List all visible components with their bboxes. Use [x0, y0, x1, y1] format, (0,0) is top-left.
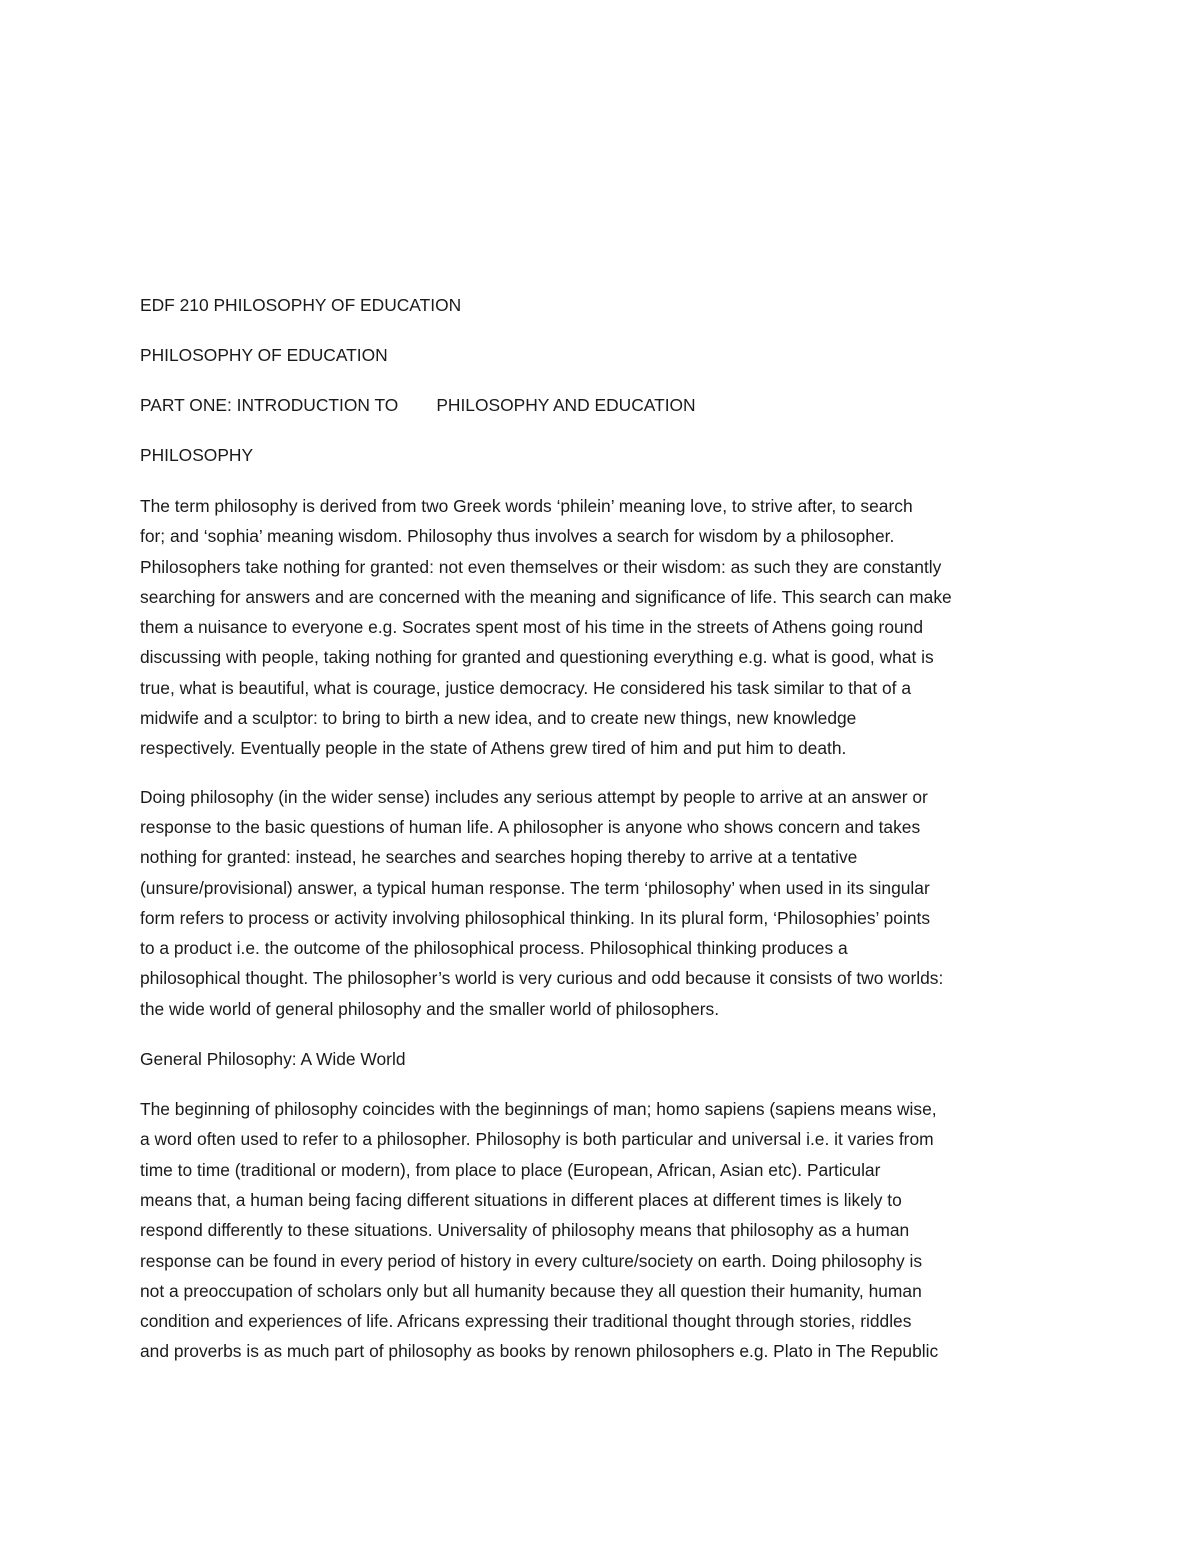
text-line: to a product i.e. the outcome of the philosophical process. Philosophical thinking produces a	[140, 938, 848, 959]
part-heading-right: PHILOSOPHY AND EDUCATION	[436, 395, 696, 415]
paragraph-definition	[140, 491, 1065, 764]
text-line: The beginning of philosophy coincides with the beginnings of man; homo sapiens (sapiens means wise,	[140, 1099, 937, 1120]
text-line: response can be found in every period of history in every culture/society on earth. Doing philosophy is	[140, 1250, 923, 1271]
subheading-general-philosophy: General Philosophy: A Wide World	[140, 1049, 406, 1070]
text-line: time to time (traditional or modern), from place to place (European, African, Asian etc). Particular	[140, 1159, 881, 1180]
text-line: philosophical thought. The philosopher’s world is very curious and odd because it consists of two worlds:	[140, 968, 944, 989]
text-line: Doing philosophy (in the wider sense) includes any serious attempt by people to arrive at an answer or	[140, 786, 928, 807]
text-line: searching for answers and are concerned with the meaning and significance of life. This search can make	[140, 586, 952, 607]
text-line: them a nuisance to everyone e.g. Socrates spent most of his time in the streets of Athens going round	[140, 617, 924, 638]
text-line: respond differently to these situations. Universality of philosophy means that philosophy as a human	[140, 1220, 910, 1241]
text-line: nothing for granted: instead, he searches and searches hoping thereby to arrive at a tentative	[140, 847, 858, 868]
text-line: true, what is beautiful, what is courage, justice democracy. He considered his task similar to that of a	[140, 677, 912, 698]
text-line: response to the basic questions of human life. A philosopher is anyone who shows concern and takes	[140, 816, 921, 837]
paragraph-doing-philosophy	[140, 782, 1065, 1024]
text-line: The term philosophy is derived from two Greek words ‘philein’ meaning love, to strive after, to search	[140, 496, 913, 516]
paragraph-beginning-of-philosophy	[140, 1094, 1065, 1367]
text-line: condition and experiences of life. Africans expressing their traditional thought through stories, riddles	[140, 1311, 912, 1332]
document-body	[140, 293, 1065, 1367]
text-line: not a preoccupation of scholars only but all humanity because they all question their humanity, human	[140, 1280, 922, 1301]
part-heading	[140, 393, 1065, 418]
text-line: for; and ‘sophia’ meaning wisdom. Philosophy thus involves a search for wisdom by a philosopher.	[140, 526, 895, 547]
section-heading: PHILOSOPHY	[140, 445, 254, 465]
document-subtitle: PHILOSOPHY OF EDUCATION	[140, 345, 388, 365]
text-line: form refers to process or activity involving philosophical thinking. In its plural form, ‘Philosophies’ points	[140, 907, 931, 928]
text-line: Philosophers take nothing for granted: not even themselves or their wisdom: as such they are constantly	[140, 556, 942, 577]
text-line: means that, a human being facing different situations in different places at different times is likely to	[140, 1189, 902, 1210]
text-line: midwife and a sculptor: to bring to birth a new idea, and to create new things, new knowledge	[140, 708, 857, 729]
course-title: EDF 210 PHILOSOPHY OF EDUCATION	[140, 295, 462, 315]
text-line: and proverbs is as much part of philosophy as books by renown philosophers e.g. Plato in The Republic	[140, 1341, 939, 1362]
text-line: discussing with people, taking nothing for granted and questioning everything e.g. what is good, what is	[140, 647, 934, 668]
text-line: respectively. Eventually people in the state of Athens grew tired of him and put him to death.	[140, 738, 847, 759]
text-line: a word often used to refer to a philosopher. Philosophy is both particular and universal i.e. it varies from	[140, 1129, 934, 1150]
text-line: the wide world of general philosophy and the smaller world of philosophers.	[140, 998, 720, 1019]
part-heading-left: PART ONE: INTRODUCTION TO	[140, 395, 399, 415]
text-line: (unsure/provisional) answer, a typical human response. The term ‘philosophy’ when used in its singular	[140, 877, 930, 898]
